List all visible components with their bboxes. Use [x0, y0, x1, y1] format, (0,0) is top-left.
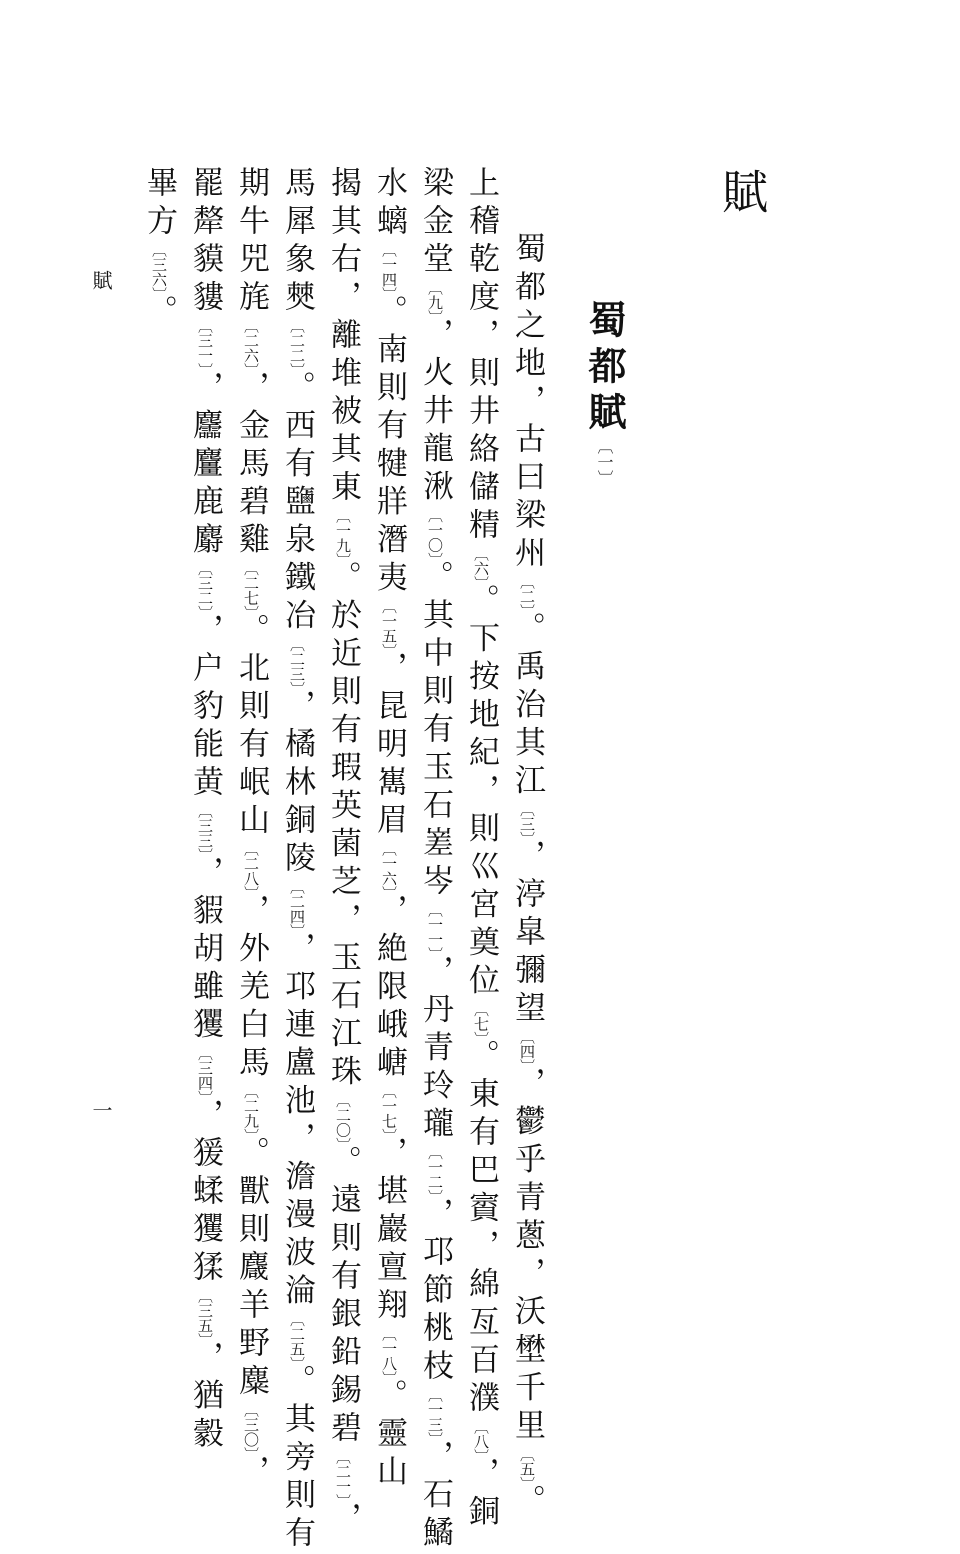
text-column-5: 揭其右，離堆被其東〔一九〕。於近則有瑕英菌芝，玉石江珠〔二〇〕。遠則有銀鉛錫碧〔二一〕，	[325, 166, 361, 1540]
note-marker: 〔四〕	[518, 1029, 536, 1067]
note-marker: 〔八〕	[472, 1419, 490, 1457]
text-column-3: 梁金堂〔九〕，火井龍湫〔一〇〕。其中則有玉石嵳岑〔一一〕，丹青玲瓏〔一二〕，邛節桃枝〔一三〕，石鱊	[417, 166, 453, 1554]
note-marker: 〔二〇〕	[334, 1092, 352, 1145]
piece-title	[572, 300, 632, 486]
piece-title-note: 〔一〕	[595, 438, 614, 486]
text-column-6: 馬犀象僰〔二二〕。西有鹽泉鐵冶〔二三〕，橘林銅陵〔二四〕，邛連盧池，澹漫波淪〔二五〕。其旁則有	[279, 166, 315, 1554]
text-column-1: 蜀都之地，古曰梁州〔二〕。禹治其江〔三〕，渟皐彌望〔四〕，鬱乎青蔥，沃壄千里〔五〕。	[509, 232, 545, 1522]
note-marker: 〔一七〕	[380, 1083, 398, 1136]
note-marker: 〔二二〕	[288, 318, 306, 371]
note-marker: 〔三一〕	[196, 318, 214, 371]
note-marker: 〔三〇〕	[242, 1402, 260, 1455]
text-column-2: 上稽乾度，則井絡儲精〔六〕。下按地紀，則巛宮奠位〔七〕。東有巴賨，綿亙百濮〔八〕，銅	[463, 166, 499, 1533]
note-marker: 〔九〕	[426, 280, 444, 318]
note-marker: 〔二一〕	[334, 1449, 352, 1502]
text-column-7: 期牛兕旄〔二六〕，金馬碧雞〔二七〕。北則有岷山〔二八〕，外羌白馬〔二九〕。獸則麙羊野麋〔三〇〕，	[233, 166, 269, 1493]
running-head: 賦	[89, 270, 113, 290]
note-marker: 〔一五〕	[380, 598, 398, 651]
note-marker: 〔二五〕	[288, 1311, 306, 1364]
note-marker: 〔二三〕	[288, 636, 306, 689]
note-marker: 〔三五〕	[196, 1288, 214, 1341]
note-marker: 〔二〕	[518, 574, 536, 612]
note-marker: 〔一九〕	[334, 508, 352, 561]
note-marker: 〔五〕	[518, 1446, 536, 1484]
section-heading: 賦	[715, 168, 769, 220]
note-marker: 〔二九〕	[242, 1083, 260, 1136]
note-marker: 〔一四〕	[380, 242, 398, 295]
note-marker: 〔七〕	[472, 1001, 490, 1039]
note-marker: 〔三〕	[518, 801, 536, 839]
text-column-9: 畢方〔三六〕。	[141, 166, 177, 333]
text-column-4: 水螭〔一四〕。南則有犍牂潛夷〔一五〕，昆明嶲眉〔一六〕，絶限峨嵣〔一七〕，堪巖亶翔〔一八〕。靈山	[371, 166, 407, 1493]
note-marker: 〔三二〕	[196, 560, 214, 613]
note-marker: 〔一六〕	[380, 841, 398, 894]
note-marker: 〔三六〕	[150, 242, 168, 295]
note-marker: 〔二四〕	[288, 879, 306, 932]
note-marker: 〔一二〕	[426, 1144, 444, 1197]
note-marker: 〔一〇〕	[426, 507, 444, 560]
note-marker: 〔二六〕	[242, 318, 260, 371]
note-marker: 〔三三〕	[196, 803, 214, 856]
page-number: 一	[89, 1100, 113, 1120]
note-marker: 〔三四〕	[196, 1045, 214, 1098]
note-marker: 〔一一〕	[426, 902, 444, 955]
note-marker: 〔二七〕	[242, 560, 260, 613]
note-marker: 〔二八〕	[242, 841, 260, 894]
piece-title-text: 蜀都賦	[582, 300, 627, 438]
note-marker: 〔一三〕	[426, 1387, 444, 1440]
note-marker: 〔六〕	[472, 546, 490, 584]
text-column-8: 罷犛貘貗〔三一〕，麢麠鹿麝〔三二〕，户豹能黄〔三三〕，貑胡雖玃〔三四〕，猨蝚玃猱〔三五〕，猶豰	[187, 166, 223, 1455]
note-marker: 〔一八〕	[380, 1326, 398, 1379]
